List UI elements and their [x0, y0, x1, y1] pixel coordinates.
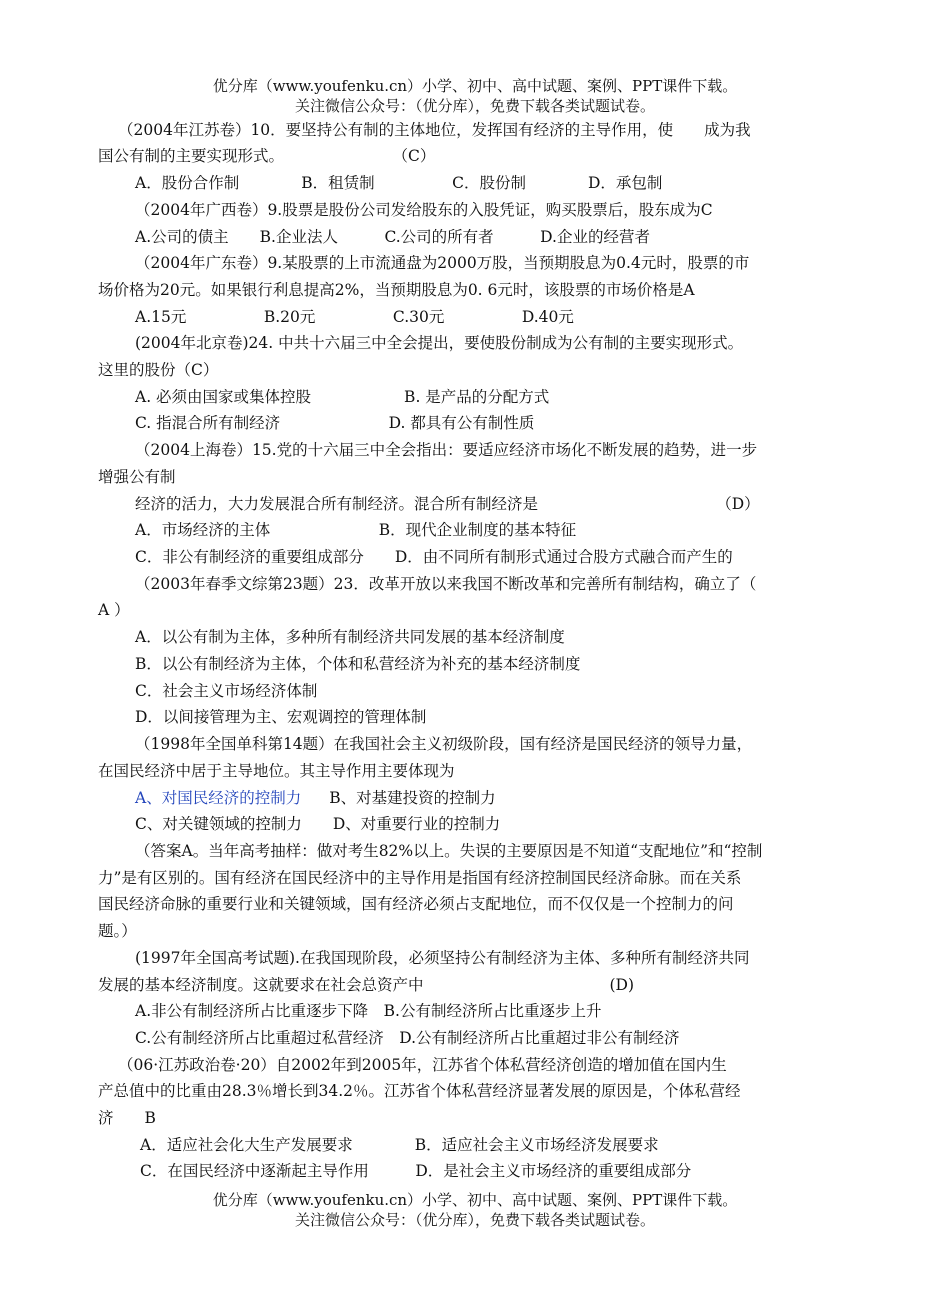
- q7-options-cd: C、对关键领域的控制力 D、对重要行业的控制力: [135, 815, 501, 833]
- q9-options-ab: A．适应社会化大生产发展要求 B．适应社会主义市场经济发展要求: [140, 1136, 659, 1154]
- q7-explanation-1: （答案A。当年高考抽样：做对考生82%以上。失误的主要原因是不知道“支配地位”和“控制: [135, 842, 763, 860]
- q6-option-a: A．以公有制为主体，多种所有制经济共同发展的基本经济制度: [135, 628, 565, 646]
- header-line-1: 优分库（www.youfenku.cn）小学、初中、高中试题、案例、PPT课件下载。: [212, 77, 738, 95]
- q2-options: A.公司的债主 B.企业法人 C.公司的所有者 D.企业的经营者: [135, 228, 650, 246]
- q4-stem-2: 这里的股份（C）: [98, 361, 219, 379]
- q6-option-c: C．社会主义市场经济体制: [135, 682, 318, 700]
- q7-option-a-answer: A、对国民经济的控制力: [135, 789, 302, 807]
- q5-options-cd: C．非公有制经济的重要组成部分 D．由不同所有制形式通过合股方式融合而产生的: [135, 548, 733, 566]
- q4-stem-1: (2004年北京卷)24. 中共十六届三中全会提出，要使股份制成为公有制的主要实现形式。: [135, 334, 744, 352]
- footer-line-1: 优分库（www.youfenku.cn）小学、初中、高中试题、案例、PPT课件下载。: [212, 1191, 738, 1209]
- q8-stem-2: 发展的基本经济制度。这就要求在社会总资产中 (D): [98, 976, 635, 994]
- header-line-2: 关注微信公众号：（优分库），免费下载各类试题试卷。: [294, 97, 655, 115]
- q9-stem-3: 济 B: [98, 1109, 156, 1127]
- q9-stem-1: （06·江苏政治卷·20）自2002年到2005年，江苏省个体私营经济创造的增加值在国内生: [118, 1056, 727, 1074]
- q9-options-cd: C．在国民经济中逐渐起主导作用 D．是社会主义市场经济的重要组成部分: [140, 1162, 692, 1180]
- q6-stem-2: A ）: [98, 601, 130, 619]
- q7-stem-2: 在国民经济中居于主导地位。其主导作用主要体现为: [98, 762, 455, 780]
- q7-option-b: B、对基建投资的控制力: [329, 789, 496, 807]
- q8-options-cd: C.公有制经济所占比重超过私营经济 D.公有制经济所占比重超过非公有制经济: [135, 1029, 680, 1047]
- q5-stem-2: 增强公有制: [98, 468, 176, 486]
- q5-stem-3: 经济的活力，大力发展混合所有制经济。混合所有制经济是 （D）: [135, 495, 760, 513]
- q6-option-b: B．以公有制经济为主体，个体和私营经济为补充的基本经济制度: [135, 655, 581, 673]
- q7-explanation-4: 题。）: [98, 922, 137, 940]
- q4-options-cd: C. 指混合所有制经济 D. 都具有公有制性质: [135, 414, 535, 432]
- q3-stem-2: 场价格为20元。如果银行利息提高2%，当预期股息为0. 6元时，该股票的市场价格是A: [98, 281, 695, 299]
- q5-options-ab: A．市场经济的主体 B．现代企业制度的基本特征: [135, 521, 577, 539]
- q1-options: A．股份合作制 B．租赁制 C．股份制 D．承包制: [135, 174, 663, 192]
- q2-stem: （2004年广西卷）9.股票是股份公司发给股东的入股凭证，购买股票后，股东成为C: [135, 201, 713, 219]
- footer-line-2: 关注微信公众号：（优分库），免费下载各类试题试卷。: [294, 1211, 655, 1229]
- q7-explanation-3: 国民经济命脉的重要行业和关键领域，国有经济必须占支配地位，而不仅仅是一个控制力的问: [98, 895, 734, 913]
- q8-stem-1: (1997年全国高考试题).在我国现阶段，必须坚持公有制经济为主体、多种所有制经济共同: [135, 949, 750, 967]
- q6-stem-1: （2003年春季文综第23题）23．改革开放以来我国不断改革和完善所有制结构，确立了（: [135, 575, 757, 593]
- q7-explanation-2: 力”是有区别的。国有经济在国民经济中的主导作用是指国有经济控制国民经济命脉。而在关系: [98, 869, 742, 887]
- q5-stem-1: （2004上海卷）15.党的十六届三中全会指出：要适应经济市场化不断发展的趋势，进一步: [135, 441, 758, 459]
- q1-stem-1: （2004年江苏卷）10．要坚持公有制的主体地位，发挥国有经济的主导作用，使 成为我: [118, 121, 751, 139]
- q7-options-ab: [135, 787, 895, 809]
- q3-options: A.15元 B.20元 C.30元 D.40元: [135, 308, 574, 326]
- q9-stem-2: 产总值中的比重由28.3％增长到34.2％。江苏省个体私营经济显著发展的原因是，个体私营经: [98, 1082, 741, 1100]
- q3-stem-1: （2004年广东卷）9.某股票的上市流通盘为2000万股，当预期股息为0.4元时，股票的市: [135, 254, 750, 272]
- q1-stem-2: 国公有制的主要实现形式。 （C）: [98, 147, 436, 165]
- q6-option-d: D．以间接管理为主、宏观调控的管理体制: [135, 708, 427, 726]
- q7-stem-1: （1998年全国单科第14题）在我国社会主义初级阶段，国有经济是国民经济的领导力量，: [135, 735, 753, 753]
- q8-options-ab: A.非公有制经济所占比重逐步下降 B.公有制经济所占比重逐步上升: [135, 1002, 602, 1020]
- q4-options-ab: A. 必须由国家或集体控股 B. 是产品的分配方式: [135, 388, 550, 406]
